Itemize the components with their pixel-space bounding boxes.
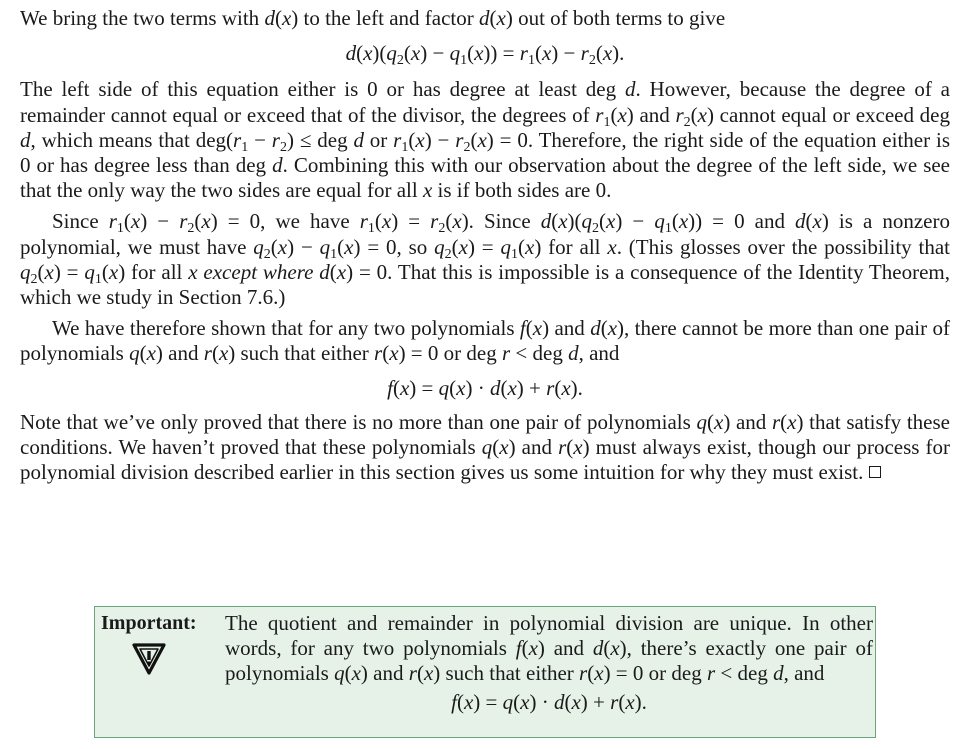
- paragraph-uniqueness-shown: We have therefore shown that for any two polynomials f(x) and d(x), there cannot be more than one pair of polynomials q(x) and r(x) such that either r(x) = 0 or deg r < deg d, and: [20, 316, 950, 366]
- important-callout: [94, 606, 876, 738]
- important-statement: The quotient and remainder in polynomial division are unique. In other words, for any two polynomials f(x) and d(x), there’s exactly one pair of polynomials q(x) and r(x) such that either r(x) = 0 or deg r < deg d, and: [225, 611, 873, 685]
- paragraph-existence-note: Note that we’ve only proved that there is no more than one pair of polynomials q(x) and r(x) that satisfy these conditions. We haven’t proved that these polynomials q(x) and r(x) must always exist, though our process for polynomial division described earlier in this section gives us some intuition for why they must exist.: [20, 409, 951, 485]
- important-label: Important:: [101, 612, 197, 634]
- equation-division: f(x) = q(x) · d(x) + r(x).: [387, 375, 583, 400]
- page-body: [20, 6, 950, 485]
- warning-triangle-icon: [131, 641, 167, 677]
- important-equation: f(x) = q(x) · d(x) + r(x).: [451, 690, 647, 714]
- equation-factored: $d(x)(q_2(x) - q_1(x)) = r_1(x) - r_2(x)$.: [345, 41, 625, 69]
- important-text: [225, 611, 873, 715]
- qed-square-icon: [869, 466, 881, 478]
- paragraph-conclusion-equal: Since $r_1(x) - r_2(x) = 0$, we have $r_1(x) = r_2(x)$. Since $d(x)(q_2(x) - q_1(x)) = 0$ and d(x) is a nonzero polynomial, we must have $q_2(x) - q_1(x) = 0$, so $q_2(x) = q_1(x)$ for all x. (This glosses over the possibility that $q_2(x) = q_1(x)$ for all x except where d(x) = 0. That this is impossible is a consequence of the Identity Theorem, which we study in Section 7.6.): [20, 209, 950, 310]
- paragraph-factor-intro: We bring the two terms with d(x) to the left and factor d(x) out of both terms to give: [20, 6, 726, 30]
- paragraph-degree-argument: The left side of this equation either is 0 or has degree at least deg d. However, because the degree of a remainder cannot equal or exceed that of the divisor, the degrees of $r_1(x)$ and $r_2(x)$ cannot equal or exceed deg d, which means that $deg(r_1 - r_2)$ ≤ deg d or $r_1(x) - r_2(x) = 0$. Therefore, the right side of the equation either is 0 or has degree less than deg d. Combining this with our observation about the degree of the left side, we see that the only way the two sides are equal for all x is if both sides are 0.: [20, 77, 951, 203]
